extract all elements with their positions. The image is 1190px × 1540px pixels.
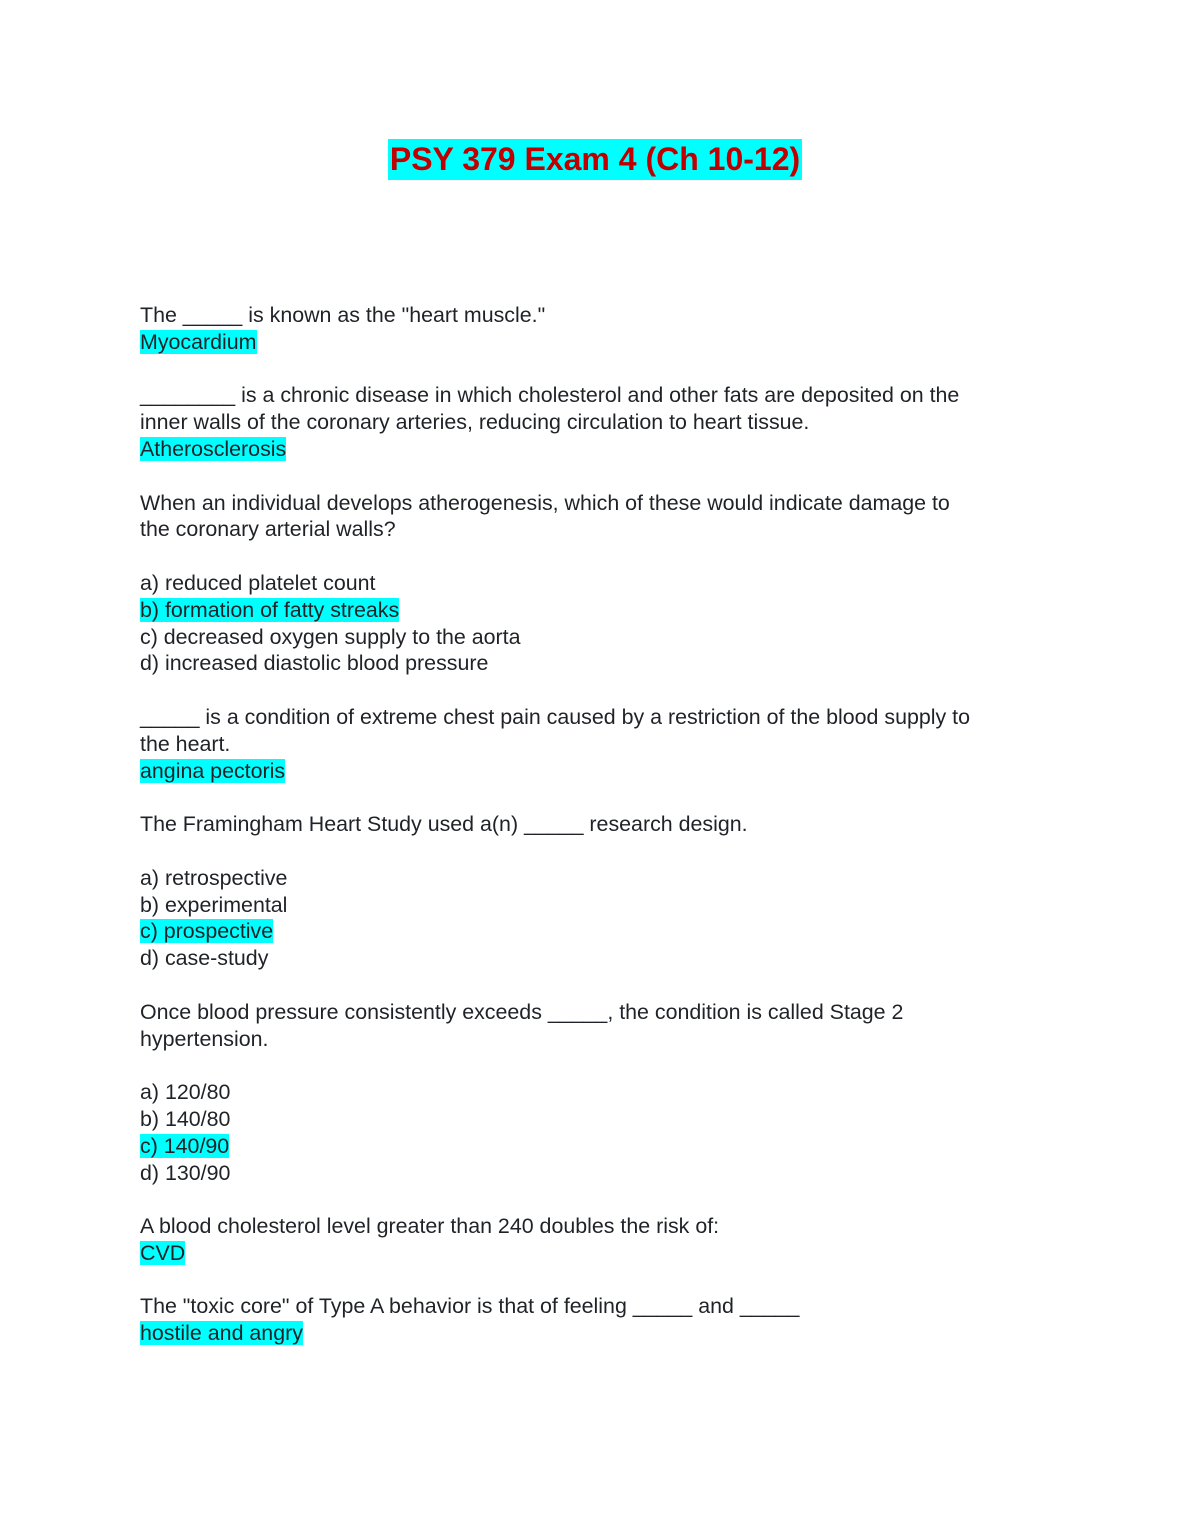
- option-line: [140, 624, 1060, 651]
- question-block: [140, 302, 1060, 356]
- question-text: _____ is a condition of extreme chest pain caused by a restriction of the blood supply to: [140, 704, 970, 729]
- spacer: [140, 463, 1060, 490]
- option-text: d) case-study: [140, 946, 269, 971]
- option-line: [140, 1106, 1060, 1133]
- option-line-correct: [140, 918, 1060, 945]
- question-block: [140, 382, 1060, 462]
- answer-line: [140, 436, 1060, 463]
- question-text: Once blood pressure consistently exceeds _____, the condition is called Stage 2: [140, 999, 904, 1024]
- option-line: [140, 892, 1060, 919]
- spacer: [140, 1267, 1060, 1294]
- question-block: [140, 1213, 1060, 1267]
- spacer: [140, 838, 1060, 865]
- question-block: [140, 704, 1060, 784]
- answer-highlight: angina pectoris: [140, 758, 286, 783]
- title-container: [0, 139, 1190, 180]
- answer-highlight: Atherosclerosis: [140, 436, 287, 461]
- option-line: [140, 570, 1060, 597]
- spacer: [140, 972, 1060, 999]
- question-text: A blood cholesterol level greater than 240 doubles the risk of:: [140, 1214, 720, 1239]
- option-line: [140, 945, 1060, 972]
- spacer: [140, 1052, 1060, 1079]
- option-line-correct: [140, 597, 1060, 624]
- question-text: When an individual develops atherogenesis, which of these would indicate damage to: [140, 490, 950, 515]
- question-text: hypertension.: [140, 1026, 269, 1051]
- answer-highlight: Myocardium: [140, 329, 257, 354]
- answer-line: [140, 1240, 1060, 1267]
- correct-option-highlight: c) 140/90: [140, 1133, 230, 1158]
- answer-line: [140, 758, 1060, 785]
- spacer: [140, 356, 1060, 383]
- question-block: [140, 999, 1060, 1187]
- answer-line: [140, 1320, 1060, 1347]
- spacer: [140, 543, 1060, 570]
- spacer: [140, 784, 1060, 811]
- answer-highlight: hostile and angry: [140, 1321, 303, 1346]
- question-text: The Framingham Heart Study used a(n) _____ research design.: [140, 812, 748, 837]
- option-line: [140, 865, 1060, 892]
- question-text: The _____ is known as the "heart muscle.": [140, 303, 546, 327]
- question-block: [140, 811, 1060, 972]
- option-text: a) 120/80: [140, 1080, 231, 1105]
- question-text: inner walls of the coronary arteries, reducing circulation to heart tissue.: [140, 410, 810, 435]
- question-text: The "toxic core" of Type A behavior is that of feeling _____ and _____: [140, 1294, 800, 1319]
- option-line-correct: [140, 1133, 1060, 1160]
- option-text: c) decreased oxygen supply to the aorta: [140, 624, 521, 649]
- option-text: a) reduced platelet count: [140, 570, 376, 595]
- option-line: [140, 1079, 1060, 1106]
- spacer: [140, 1186, 1060, 1213]
- option-line: [140, 650, 1060, 677]
- option-line: [140, 1160, 1060, 1187]
- question-text: the coronary arterial walls?: [140, 517, 396, 542]
- correct-option-highlight: b) formation of fatty streaks: [140, 597, 400, 622]
- option-text: d) increased diastolic blood pressure: [140, 651, 489, 676]
- option-text: b) 140/80: [140, 1106, 231, 1131]
- question-block: [140, 490, 1060, 678]
- question-text: ________ is a chronic disease in which cholesterol and other fats are deposited on the: [140, 383, 960, 408]
- question-list: [140, 302, 1060, 1347]
- answer-line: [140, 329, 1060, 356]
- spacer: [140, 677, 1060, 704]
- correct-option-highlight: c) prospective: [140, 919, 274, 944]
- option-text: a) retrospective: [140, 865, 288, 890]
- question-text: the heart.: [140, 731, 231, 756]
- option-text: d) 130/90: [140, 1160, 231, 1185]
- option-text: b) experimental: [140, 892, 288, 917]
- answer-highlight: CVD: [140, 1240, 186, 1265]
- document-title: PSY 379 Exam 4 (Ch 10-12): [388, 139, 802, 180]
- question-block: [140, 1293, 1060, 1347]
